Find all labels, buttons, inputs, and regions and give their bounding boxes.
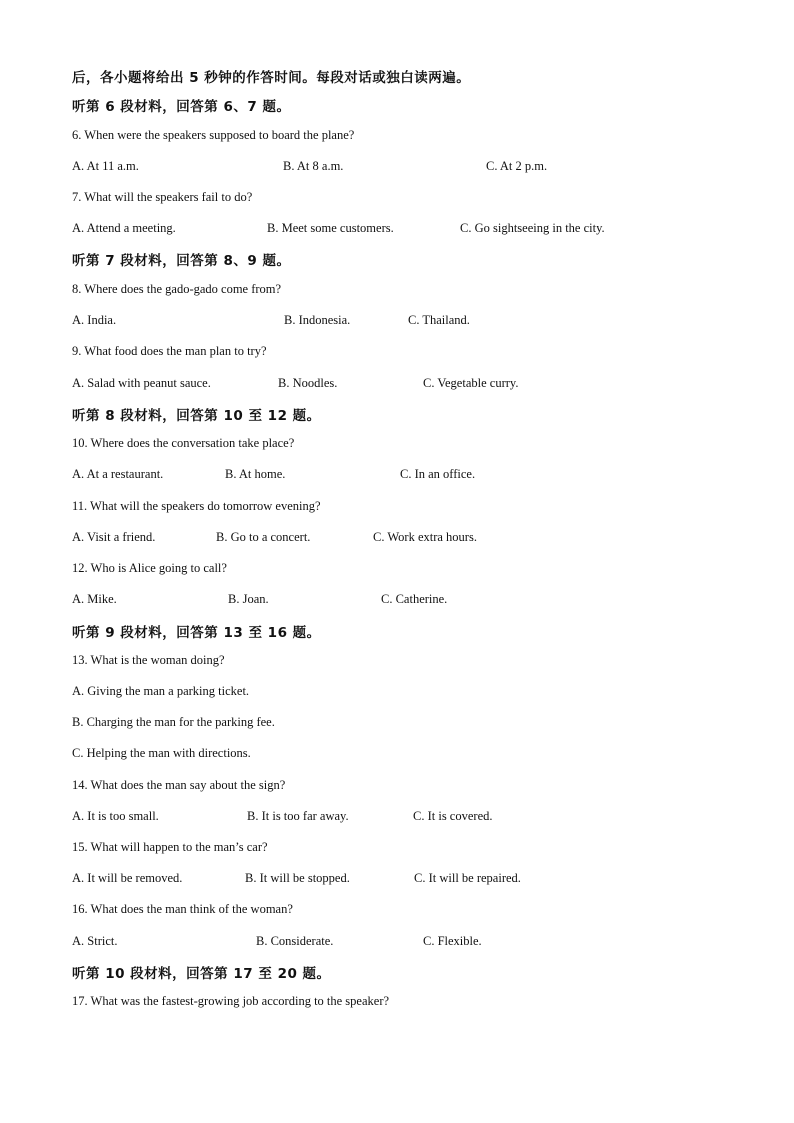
question-text: 14. What does the man say about the sign? [72, 778, 286, 792]
answer-option: C. It is covered. [413, 809, 493, 823]
answer-option: B. At home. [225, 467, 286, 481]
section-heading: 听第 6 段材料，回答第 6、7 题。 [72, 99, 291, 115]
answer-option: B. It will be stopped. [245, 871, 350, 885]
answer-option: B. Noodles. [278, 376, 338, 390]
answer-option: B. Meet some customers. [267, 221, 394, 235]
question-text: 6. When were the speakers supposed to board the plane? [72, 128, 355, 142]
answer-option: C. Catherine. [381, 592, 448, 606]
answer-option: C. Work extra hours. [373, 530, 477, 544]
question-text: A. Giving the man a parking ticket. [72, 684, 250, 698]
section-heading: 听第 7 段材料，回答第 8、9 题。 [72, 253, 291, 269]
answer-option: C. It will be repaired. [414, 871, 521, 885]
question-text: B. Charging the man for the parking fee. [72, 715, 275, 729]
answer-option: C. In an office. [400, 467, 476, 481]
answer-option: A. Mike. [72, 592, 117, 606]
answer-option: B. Go to a concert. [216, 530, 311, 544]
answer-option: C. Go sightseeing in the city. [460, 221, 605, 235]
answer-option: C. At 2 p.m. [486, 159, 548, 173]
question-text: 11. What will the speakers do tomorrow evening? [72, 499, 321, 513]
question-text: 16. What does the man think of the woman? [72, 902, 293, 916]
question-text: 10. Where does the conversation take place? [72, 436, 295, 450]
answer-option: C. Vegetable curry. [423, 376, 519, 390]
answer-option: B. At 8 a.m. [283, 159, 344, 173]
answer-option: A. At 11 a.m. [72, 159, 139, 173]
answer-option: A. At a restaurant. [72, 467, 164, 481]
question-text: C. Helping the man with directions. [72, 746, 251, 760]
question-text: 7. What will the speakers fail to do? [72, 190, 253, 204]
answer-option: C. Thailand. [408, 313, 470, 327]
answer-option: A. Salad with peanut sauce. [72, 376, 211, 390]
answer-option: B. Indonesia. [284, 313, 351, 327]
question-text: 8. Where does the gado-gado come from? [72, 282, 282, 296]
answer-option: B. Considerate. [256, 934, 334, 948]
question-text: 9. What food does the man plan to try? [72, 344, 267, 358]
answer-option: A. India. [72, 313, 117, 327]
section-heading: 听第 9 段材料，回答第 13 至 16 题。 [72, 625, 321, 641]
question-text: 17. What was the fastest-growing job according to the speaker? [72, 994, 390, 1008]
answer-option: A. Strict. [72, 934, 118, 948]
answer-option: A. Visit a friend. [72, 530, 156, 544]
section-heading: 听第 10 段材料，回答第 17 至 20 题。 [72, 966, 331, 982]
answer-option: B. It is too far away. [247, 809, 349, 823]
question-text: 12. Who is Alice going to call? [72, 561, 227, 575]
section-heading: 后，各小题将给出 5 秒钟的作答时间。每段对话或独白读两遍。 [72, 70, 471, 86]
answer-option: A. It is too small. [72, 809, 159, 823]
question-text: 13. What is the woman doing? [72, 653, 225, 667]
answer-option: C. Flexible. [423, 934, 482, 948]
question-text: 15. What will happen to the man’s car? [72, 840, 268, 854]
answer-option: A. It will be removed. [72, 871, 183, 885]
section-heading: 听第 8 段材料，回答第 10 至 12 题。 [72, 408, 321, 424]
answer-option: A. Attend a meeting. [72, 221, 176, 235]
answer-option: B. Joan. [228, 592, 269, 606]
